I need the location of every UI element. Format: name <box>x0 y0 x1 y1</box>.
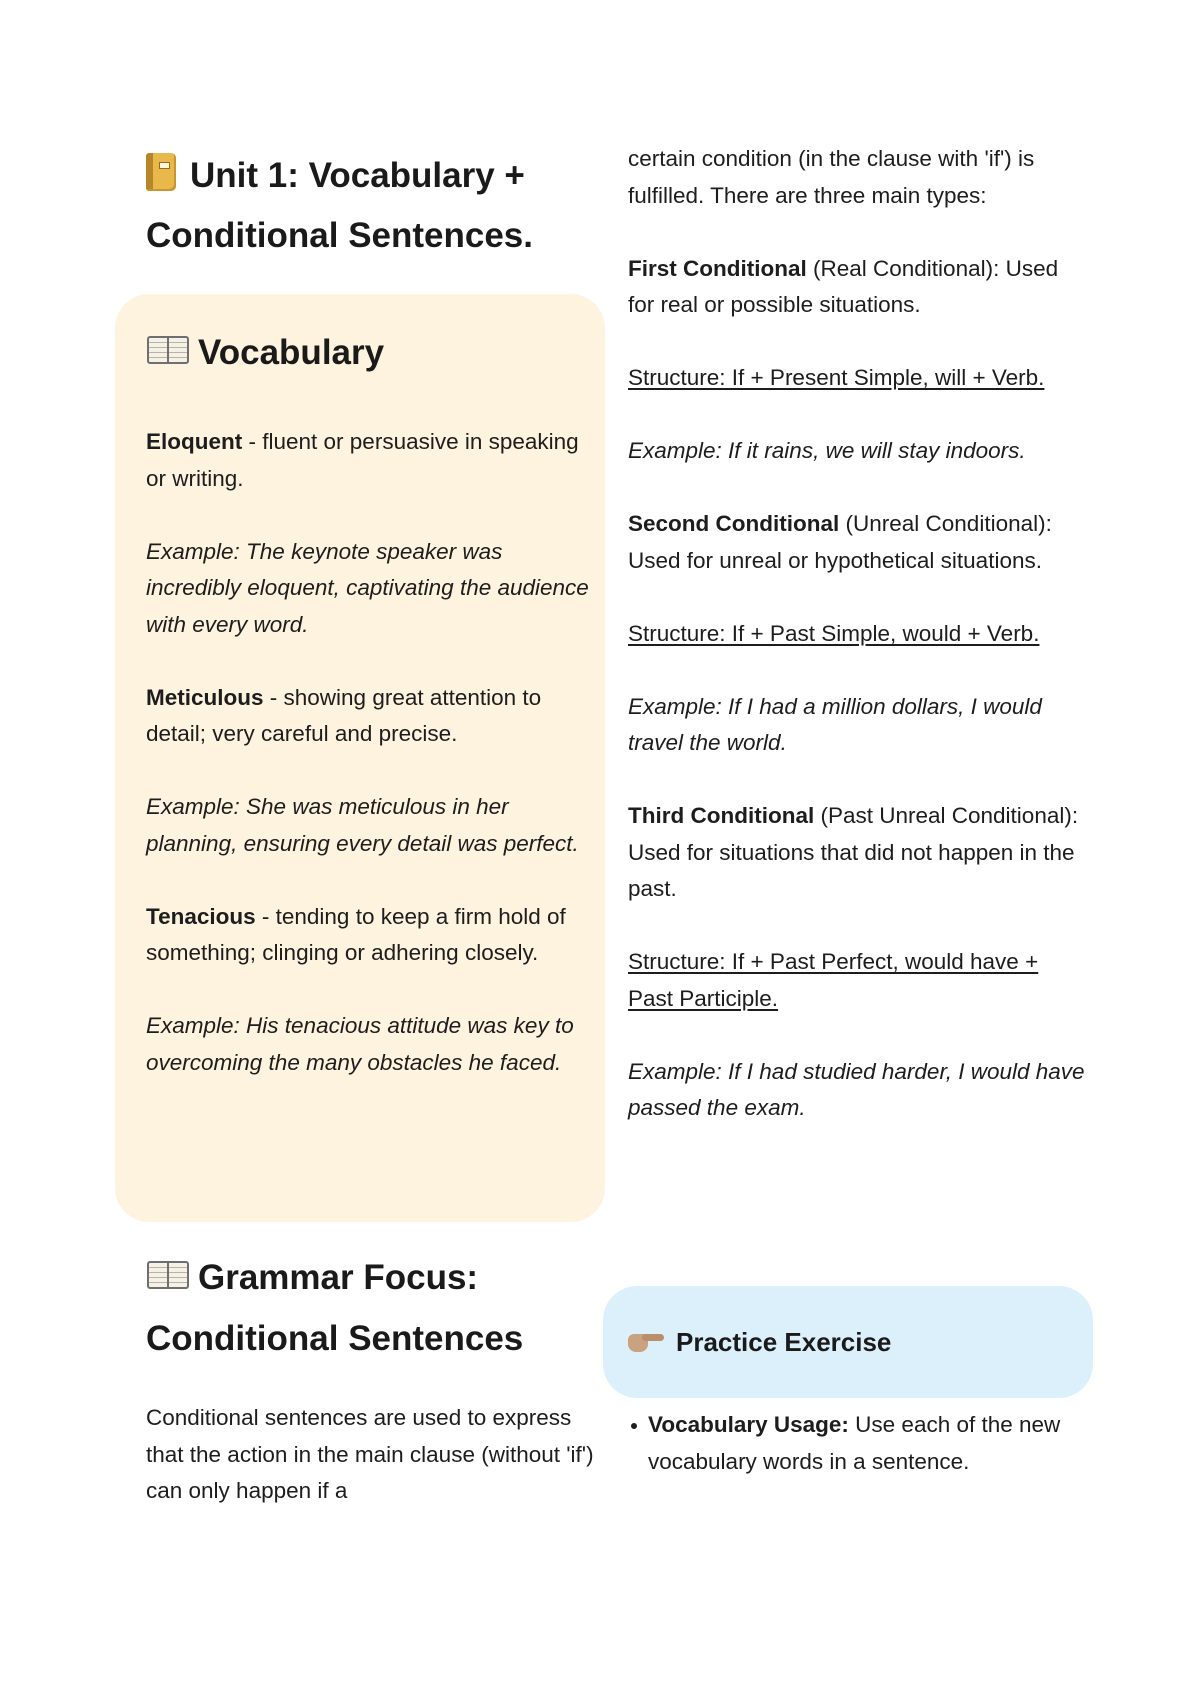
conditional-description: (Past Unreal Conditional): Used for situations that did not happen in the past. <box>628 803 1079 901</box>
grammar-heading-text: Grammar Focus: Conditional Sentences <box>146 1258 524 1358</box>
vocabulary-list <box>146 424 596 1081</box>
vocabulary-entry <box>146 680 596 753</box>
conditional-type <box>628 506 1088 579</box>
unit-title <box>146 146 616 266</box>
vocabulary-example <box>146 789 596 862</box>
vocabulary-definition: - fluent or persuasive in speaking or writing. <box>146 429 579 491</box>
conditional-structure <box>628 616 1088 653</box>
conditional-structure-text: Structure: If + Past Simple, would + Verb. <box>628 620 1040 646</box>
vocabulary-entry <box>146 899 596 972</box>
open-book-icon <box>146 1259 188 1289</box>
conditional-structure <box>628 944 1088 1017</box>
ledger-icon <box>146 153 176 191</box>
conditional-structure-text: Structure: If + Present Simple, will + Verb. <box>628 365 1045 390</box>
vocabulary-definition: - tending to keep a firm hold of something; clinging or adhering closely. <box>146 903 566 965</box>
vocabulary-definition: - showing great attention to detail; very careful and precise. <box>146 684 542 746</box>
practice-heading <box>628 1320 891 1364</box>
conditional-description: (Real Conditional): Used for real or possible situations. <box>628 255 1059 317</box>
conditional-example-text: Example: If I had studied harder, I would have passed the exam. <box>628 1058 1085 1120</box>
vocabulary-example-text: Example: The keynote speaker was incredibly eloquent, captivating the audience with every word. <box>146 538 589 637</box>
vocabulary-entry <box>146 424 596 497</box>
grammar-intro-part-1: Conditional sentences are used to express that the action in the main clause (without 'if') can only happen if a <box>146 1405 594 1503</box>
conditional-name: First Conditional <box>628 255 807 281</box>
unit-title-text: Unit 1: Vocabulary + Conditional Sentences. <box>146 156 533 255</box>
conditional-example <box>628 689 1088 762</box>
vocabulary-example <box>146 534 596 644</box>
practice-item-text: Use each of the new vocabulary words in a sentence. <box>648 1412 1061 1474</box>
conditional-name: Second Conditional <box>628 511 840 536</box>
conditional-example <box>628 1054 1088 1127</box>
practice-item <box>628 1407 1088 1480</box>
conditional-example <box>628 433 1088 470</box>
vocabulary-word: Meticulous <box>146 684 264 710</box>
practice-item-label: Vocabulary Usage: <box>648 1412 849 1437</box>
conditional-example-text: Example: If I had a million dollars, I would travel the world. <box>628 693 1042 755</box>
vocabulary-example-text: Example: She was meticulous in her planning, ensuring every detail was perfect. <box>146 794 579 856</box>
conditional-type <box>628 251 1088 324</box>
grammar-intro-part-2: certain condition (in the clause with 'if') is fulfilled. There are three main types: <box>628 146 1035 208</box>
pointing-hand-icon <box>628 1329 664 1353</box>
conditional-type <box>628 798 1088 908</box>
conditional-example-text: Example: If it rains, we will stay indoors. <box>628 438 1026 463</box>
grammar-heading <box>146 1247 616 1369</box>
vocabulary-example <box>146 1008 596 1081</box>
vocabulary-heading <box>146 330 384 376</box>
practice-heading-text: Practice Exercise <box>676 1327 892 1357</box>
vocabulary-word: Tenacious <box>146 903 256 929</box>
conditional-description: (Unreal Conditional): Used for unreal or hypothetical situations. <box>628 511 1052 573</box>
vocabulary-heading-text: Vocabulary <box>198 333 385 372</box>
conditional-name: Third Conditional <box>628 803 815 828</box>
vocabulary-word: Eloquent <box>146 429 243 454</box>
open-book-icon <box>146 334 188 364</box>
grammar-content <box>628 141 1088 1163</box>
practice-list <box>628 1407 1088 1480</box>
conditional-structure-text: Structure: If + Past Perfect, would have + Past Participle. <box>628 949 1039 1011</box>
conditional-structure <box>628 360 1088 397</box>
vocabulary-example-text: Example: His tenacious attitude was key to overcoming the many obstacles he faced. <box>146 1013 574 1075</box>
